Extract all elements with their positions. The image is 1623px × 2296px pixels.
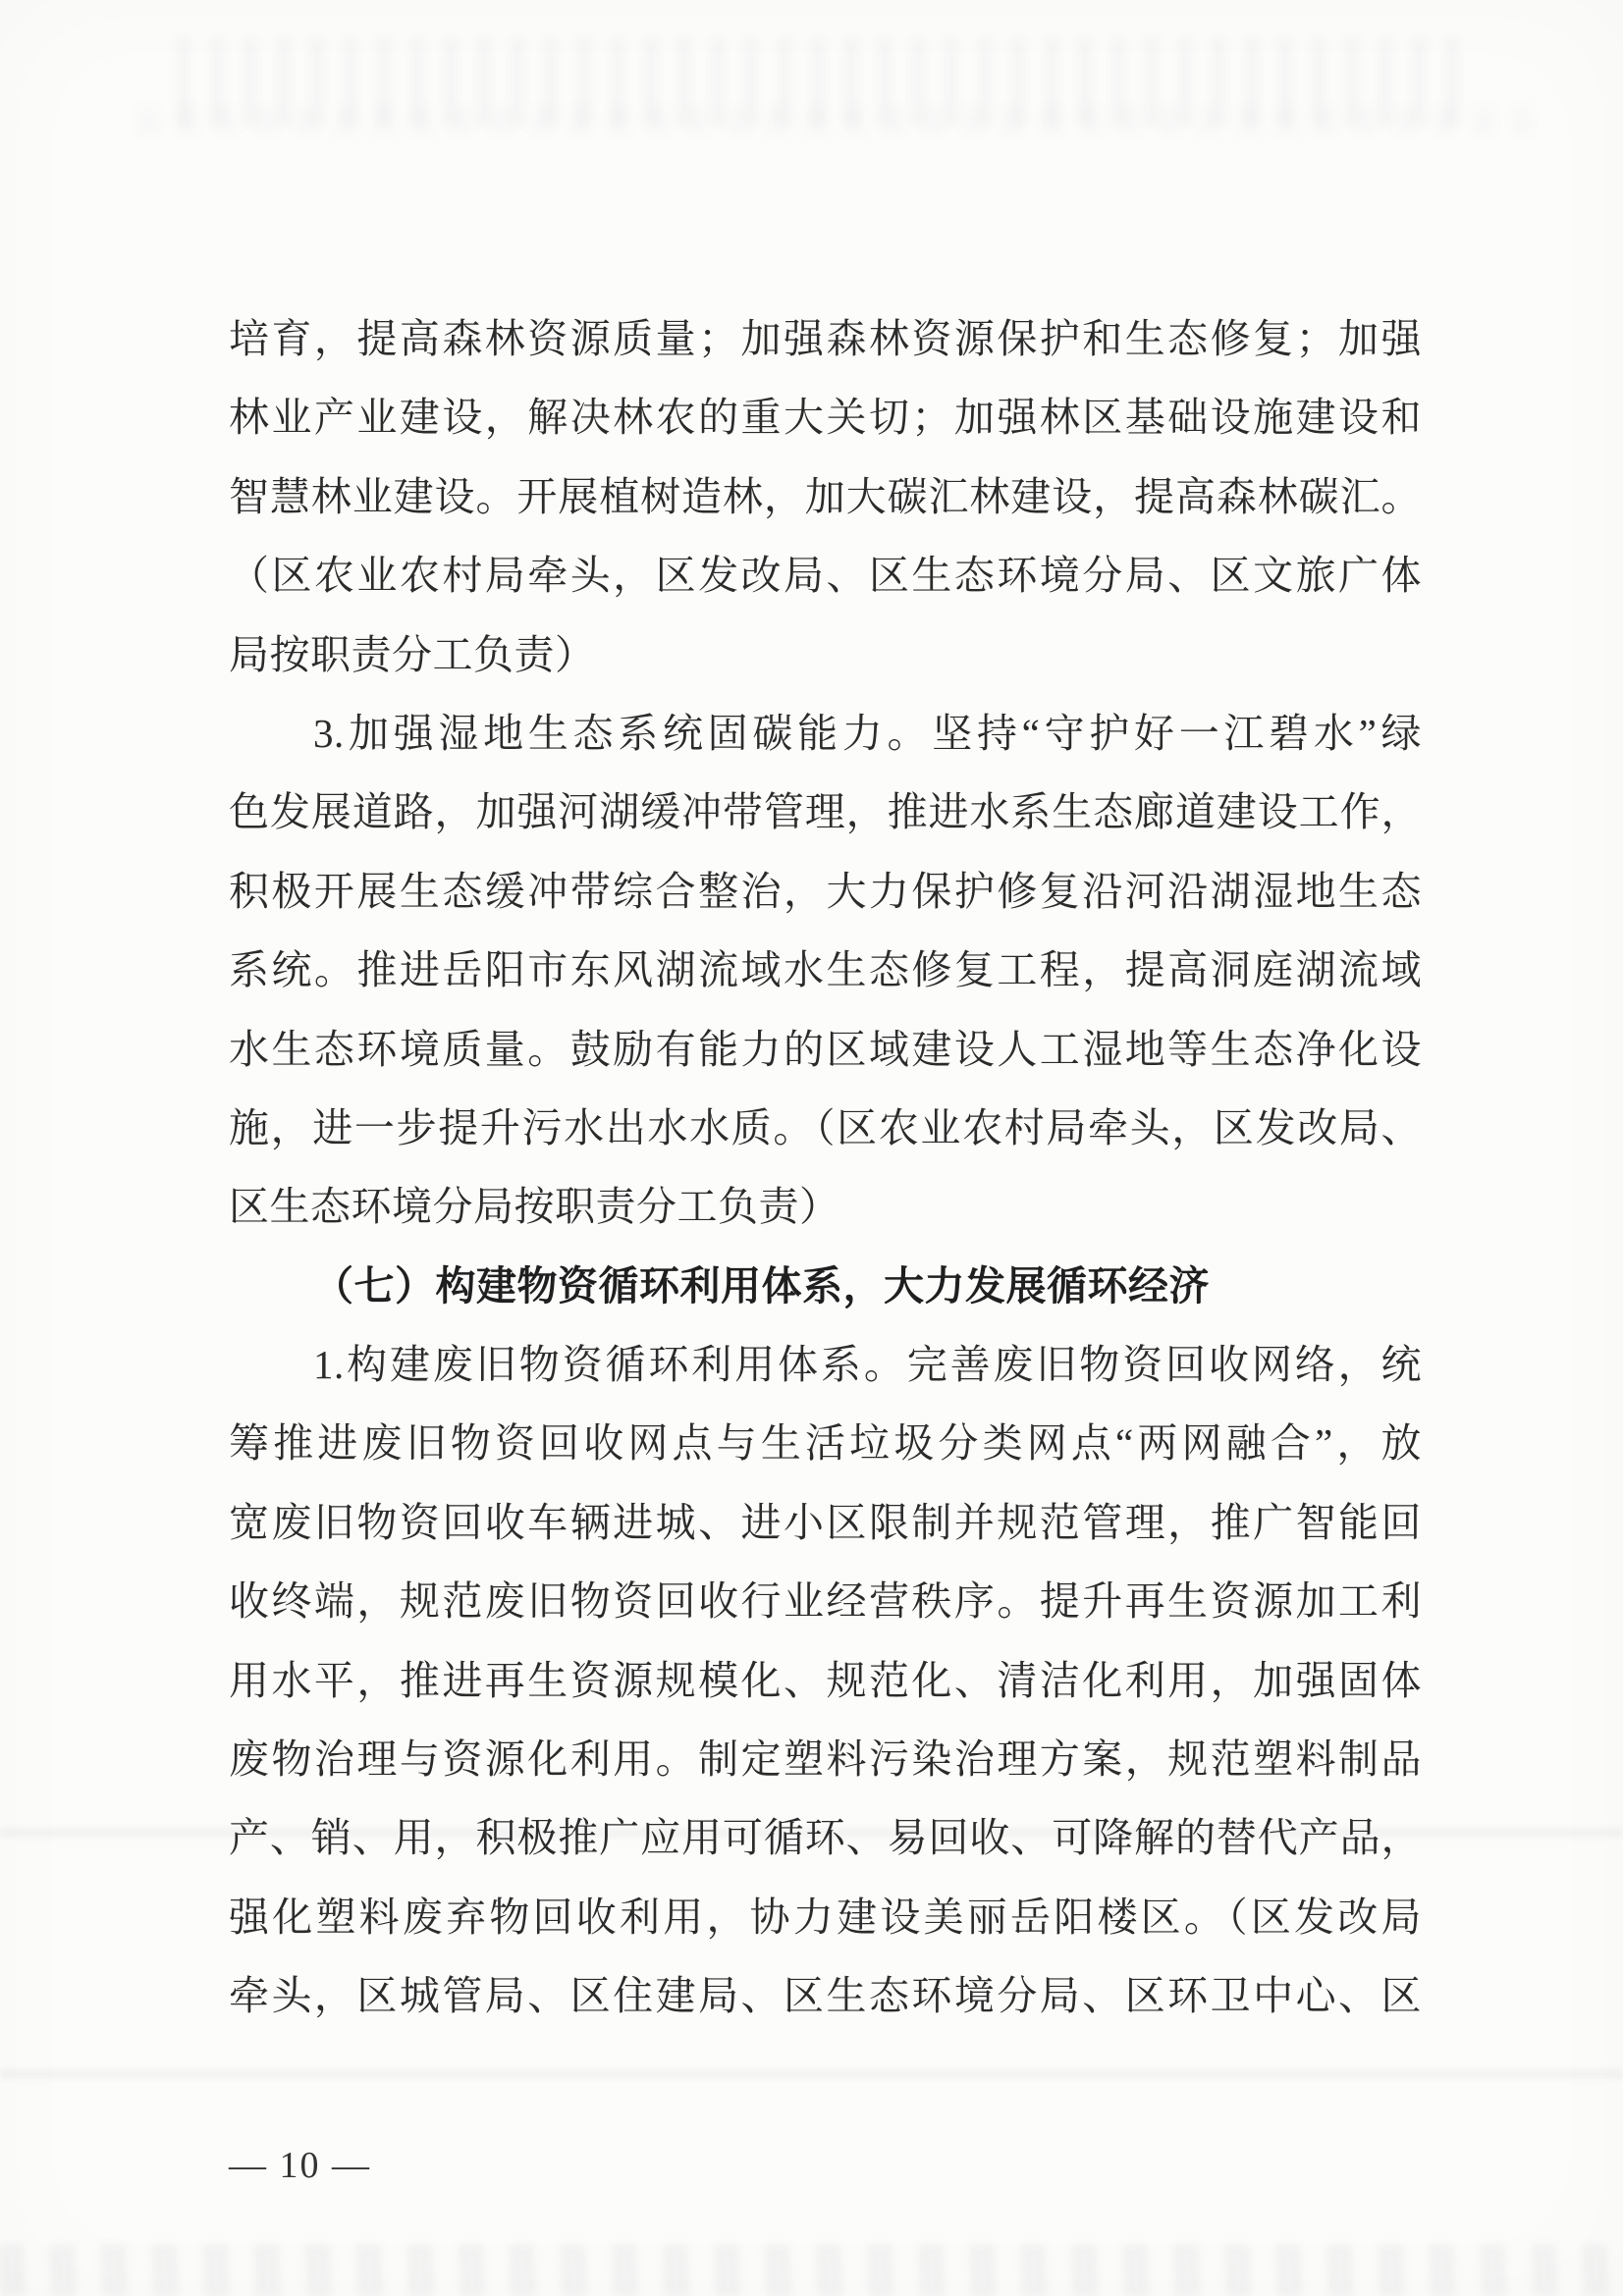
text-line: 培育，提高森林资源质量；加强森林资源保护和生态修复；加强 — [229, 316, 1422, 361]
text-line: 智慧林业建设。开展植树造林，加大碳汇林建设，提高森林碳汇。 — [229, 473, 1422, 519]
text-line: 3.加强湿地生态系统固碳能力。坚持“守护好一江碧水”绿 — [313, 710, 1422, 756]
text-line: 积极开展生态缓冲带综合整治，大力保护修复沿河沿湖湿地生态 — [229, 868, 1422, 914]
text-line: 1.构建废旧物资循环利用体系。完善废旧物资回收网络，统 — [313, 1342, 1422, 1388]
text-line: 局按职责分工负责） — [229, 631, 596, 677]
scan-bleedthrough-top-2 — [137, 106, 1532, 135]
scan-bleedthrough-bottom — [0, 2244, 1623, 2296]
text-line: 宽废旧物资回收车辆进城、进小区限制并规范管理，推广智能回 — [229, 1499, 1422, 1545]
text-line: 废物治理与资源化利用。制定塑料污染治理方案，规范塑料制品 — [229, 1736, 1422, 1783]
text-line: 用水平，推进再生资源规模化、规范化、清洁化利用，加强固体 — [229, 1657, 1422, 1703]
scan-streak — [0, 2069, 1623, 2079]
text-line: 施，进一步提升污水出水水质。（区农业农村局牵头，区发改局、 — [229, 1104, 1422, 1150]
text-line: 强化塑料废弃物回收利用，协力建设美丽岳阳楼区。（区发改局 — [229, 1894, 1422, 1940]
section-heading: （七）构建物资循环利用体系，大力发展循环经济 — [313, 1262, 1210, 1308]
text-line: 水生态环境质量。鼓励有能力的区域建设人工湿地等生态净化设 — [229, 1026, 1422, 1072]
text-line: 区生态环境分局按职责分工负责） — [229, 1184, 840, 1230]
text-line: 林业产业建设，解决林农的重大关切；加强林区基础设施建设和 — [229, 395, 1422, 441]
text-line: 筹推进废旧物资回收网点与生活垃圾分类网点“两网融合”，放 — [229, 1420, 1422, 1467]
text-line: 牵头，区城管局、区住建局、区生态环境分局、区环卫中心、区 — [229, 1973, 1422, 2019]
text-line: 产、销、用，积极推广应用可循环、易回收、可降解的替代产品， — [229, 1815, 1422, 1861]
scan-bleedthrough-top — [177, 37, 1473, 126]
page-number: — 10 — — [229, 2145, 371, 2186]
text-line: （区农业农村局牵头，区发改局、区生态环境分局、区文旅广体 — [229, 553, 1422, 599]
body-text-block — [229, 299, 1422, 2036]
text-line: 色发展道路，加强河湖缓冲带管理，推进水系生态廊道建设工作， — [229, 789, 1422, 835]
text-line: 收终端，规范废旧物资回收行业经营秩序。提升再生资源加工利 — [229, 1578, 1422, 1625]
text-line: 系统。推进岳阳市东风湖流域水生态修复工程，提高洞庭湖流域 — [229, 947, 1422, 993]
